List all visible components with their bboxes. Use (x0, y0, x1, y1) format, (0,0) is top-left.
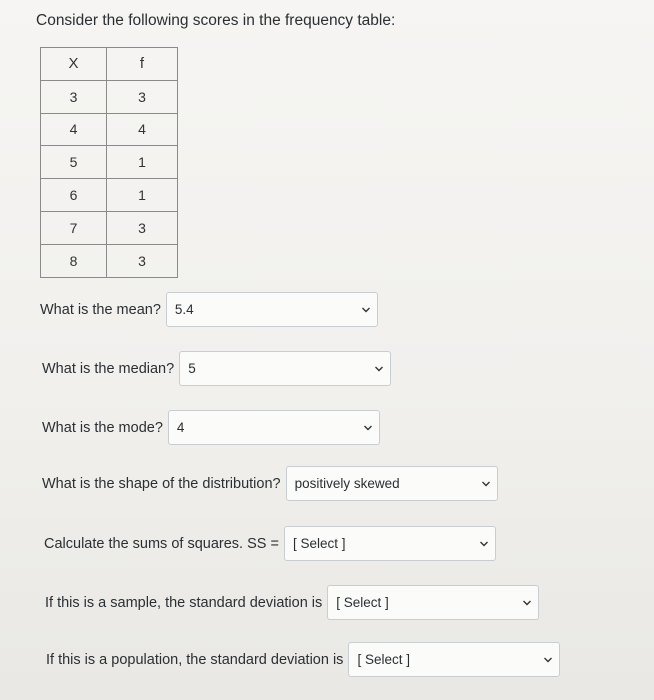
table-header-row (41, 48, 178, 81)
mean-select[interactable] (166, 292, 378, 327)
table-row (41, 113, 178, 146)
cell-f: 1 (107, 146, 178, 179)
population-sd-select[interactable] (348, 642, 560, 677)
cell-x: 6 (41, 179, 107, 212)
question-median (42, 351, 391, 386)
cell-x: 8 (41, 244, 107, 277)
question-sum-of-squares (44, 526, 496, 561)
chevron-down-icon (374, 364, 384, 374)
table-row (41, 179, 178, 212)
question-label: What is the mode? (42, 419, 163, 436)
question-population-sd (46, 642, 560, 677)
select-value: [ Select ] (292, 536, 346, 551)
cell-x: 3 (41, 80, 107, 113)
chevron-down-icon (363, 423, 373, 433)
cell-x: 5 (41, 146, 107, 179)
median-select[interactable] (179, 351, 391, 386)
cell-f: 4 (107, 113, 178, 146)
question-label: What is the shape of the distribution? (42, 475, 281, 492)
question-sample-sd (45, 585, 539, 620)
sum-of-squares-select[interactable] (284, 526, 496, 561)
select-value: positively skewed (294, 476, 400, 491)
select-value: 5 (188, 361, 196, 376)
question-label: If this is a population, the standard deviation is (46, 651, 344, 668)
select-value: [ Select ] (336, 595, 389, 610)
chevron-down-icon (522, 598, 532, 608)
select-value: 5.4 (174, 302, 194, 317)
select-value: [ Select ] (357, 652, 410, 667)
table-row (41, 80, 178, 113)
cell-x: 4 (41, 113, 107, 146)
question-prompt: Consider the following scores in the frequency table: (36, 12, 396, 29)
table-row (41, 244, 178, 277)
select-value: 4 (176, 420, 185, 435)
question-mode (42, 410, 380, 445)
question-label: If this is a sample, the standard deviation is (45, 594, 323, 611)
question-shape (42, 466, 498, 501)
cell-f: 3 (107, 80, 178, 113)
column-header-f: f (107, 48, 178, 81)
sample-sd-select[interactable] (327, 585, 539, 620)
question-label: Calculate the sums of squares. SS = (44, 535, 279, 552)
column-header-x: X (41, 48, 107, 81)
question-mean (40, 292, 378, 327)
mode-select[interactable] (168, 410, 380, 445)
question-label: What is the median? (42, 360, 175, 377)
shape-select[interactable] (286, 466, 498, 501)
frequency-table (40, 47, 178, 278)
chevron-down-icon (543, 655, 553, 665)
cell-f: 3 (107, 211, 178, 244)
chevron-down-icon (481, 479, 491, 489)
question-label: What is the mean? (40, 301, 161, 318)
table-row (41, 211, 178, 244)
cell-f: 1 (107, 179, 178, 212)
cell-x: 7 (41, 211, 107, 244)
cell-f: 3 (107, 244, 178, 277)
table-row (41, 146, 178, 179)
chevron-down-icon (361, 305, 371, 315)
chevron-down-icon (479, 539, 489, 549)
